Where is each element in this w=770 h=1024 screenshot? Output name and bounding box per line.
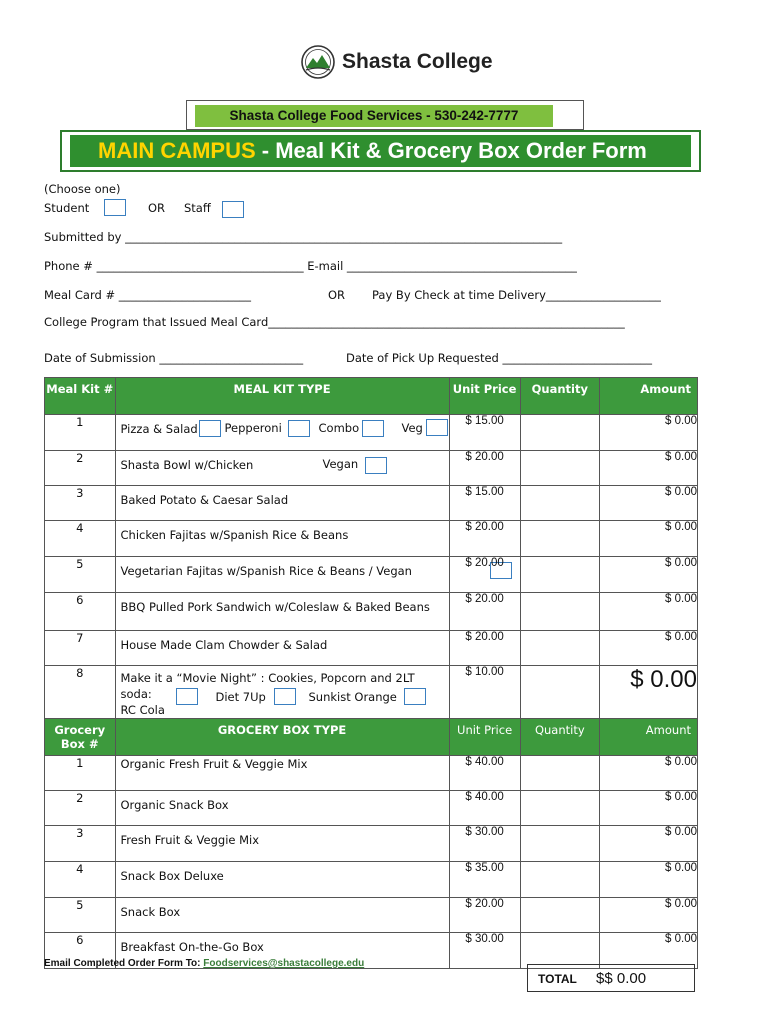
item-description: Baked Potato & Caesar Salad [120,493,289,507]
quantity-input[interactable] [520,756,599,791]
row-number: 1 [45,415,116,451]
banner-campus: MAIN CAMPUS [98,138,256,163]
student-label: Student [44,201,90,215]
unit-price: $ 20.00 [449,631,520,666]
amount-value: $ 0.00 [600,756,698,791]
table-row [45,557,698,593]
meal-kit-type-header: MEAL KIT TYPE [115,378,449,415]
row-number: 4 [45,521,116,557]
unit-price: $ 15.00 [449,415,520,451]
unit-price: $ 20.00 [449,557,520,593]
row-number: 3 [45,826,116,862]
quantity-input[interactable] [520,593,599,631]
quantity-header: Quantity [520,378,599,415]
unit-price-header: Unit Price [449,378,520,415]
shasta-college-logo [300,44,493,80]
item-description: Fresh Fruit & Veggie Mix [120,833,260,847]
amount-value: $ 0.00 [600,862,698,898]
sunkist-orange-checkbox[interactable] [404,688,426,705]
date-pickup-field[interactable]: Date of Pick Up Requested __________________________ [346,351,653,365]
table-row [45,791,698,826]
amount-value: $ 0.00 [600,415,698,451]
row-number: 5 [45,557,116,593]
email-instructions [44,958,364,969]
item-description: BBQ Pulled Pork Sandwich w/Coleslaw & Baked Beans [120,600,430,614]
amount-value: $ 0.00 [600,451,698,486]
unit-price: $ 10.00 [449,666,520,719]
grocery-box-num-header: Grocery Box # [45,719,116,756]
row-number: 6 [45,593,116,631]
college-program-field[interactable]: College Program that Issued Meal Card______________________________________________________________ [44,315,625,329]
unit-price: $ 35.00 [449,862,520,898]
table-row [45,862,698,898]
table-row [45,415,698,451]
rc-cola-checkbox[interactable] [176,688,198,705]
row-number: 8 [45,666,116,719]
quantity-input[interactable] [520,486,599,521]
item-description: Organic Snack Box [120,798,229,812]
row-number: 2 [45,791,116,826]
total-box [527,964,695,992]
grocery-header-row [45,719,698,756]
email-link[interactable]: Foodservices@shastacollege.edu [203,958,365,969]
pepperoni-label: Pepperoni [224,421,282,435]
unit-price: $ 20.00 [449,593,520,631]
item-description: Make it a “Movie Night” : Cookies, Popcorn and 2LT soda: [120,671,415,701]
choose-one-label: (Choose one) [44,182,121,196]
row-number: 7 [45,631,116,666]
table-row [45,521,698,557]
pay-by-check-field[interactable]: Pay By Check at time Delivery____________________ [372,288,661,302]
veg-label: Veg [401,421,423,435]
table-row [45,756,698,791]
title-banner [60,130,701,172]
item-description: House Made Clam Chowder & Salad [120,638,328,652]
amount-value: $ 0.00 [600,826,698,862]
item-description: Pizza & Salad [120,422,198,436]
vegan-label: Vegan [322,457,359,471]
row-number: 6 [45,933,116,969]
meal-kit-header-row [45,378,698,415]
mountain-logo-icon [300,44,336,80]
item-description: Chicken Fajitas w/Spanish Rice & Beans [120,528,349,542]
staff-checkbox[interactable] [222,201,244,218]
quantity-input[interactable] [520,898,599,933]
staff-label: Staff [184,201,211,215]
quantity-input[interactable] [520,826,599,862]
unit-price: $ 20.00 [449,521,520,557]
table-row [45,826,698,862]
amount-value: $ 0.00 [600,521,698,557]
quantity-input[interactable] [520,521,599,557]
row-number: 4 [45,862,116,898]
quantity-input[interactable] [520,791,599,826]
sunkist-orange-label: Sunkist Orange [308,690,397,704]
pizza-salad-checkbox[interactable] [199,420,221,437]
combo-checkbox[interactable] [362,420,384,437]
phone-bar [186,100,584,130]
amount-value: $ 0.00 [600,557,698,593]
unit-price: $ 40.00 [449,791,520,826]
quantity-header: Quantity [520,719,599,756]
amount-value: $ 0.00 [600,631,698,666]
total-value: $$ 0.00 [596,970,647,987]
row-number: 1 [45,756,116,791]
unit-price: $ 20.00 [449,898,520,933]
item-description: Vegetarian Fajitas w/Spanish Rice & Beans / Vegan [120,564,412,578]
unit-price: $ 20.00 [449,451,520,486]
table-row [45,631,698,666]
email-label: Email Completed Order Form To: [44,958,204,969]
table-row [45,898,698,933]
table-row [45,593,698,631]
date-submission-field[interactable]: Date of Submission _________________________ [44,351,304,365]
item-description: Organic Fresh Fruit & Veggie Mix [120,757,308,771]
unit-price: $ 30.00 [449,933,520,969]
quantity-input[interactable] [520,666,599,719]
logo-text: Shasta College [342,50,493,73]
amount-value: $ 0.00 [600,933,698,969]
phone-bar-text: Shasta College Food Services - 530-242-7777 [195,105,553,127]
grocery-box-type-header: GROCERY BOX TYPE [115,719,449,756]
banner-title: - Meal Kit & Grocery Box Order Form [255,138,647,163]
amount-header: Amount [600,719,698,756]
row-number: 3 [45,486,116,521]
row-number: 2 [45,451,116,486]
unit-price: $ 40.00 [449,756,520,791]
table-row [45,451,698,486]
student-checkbox[interactable] [104,199,126,216]
quantity-input[interactable] [520,631,599,666]
table-row [45,486,698,521]
unit-price: $ 15.00 [449,486,520,521]
quantity-input[interactable] [520,415,599,451]
quantity-input[interactable] [520,557,599,593]
submitted-by-field[interactable]: Submitted by ____________________________________________________________________________ [44,230,563,244]
meal-card-or-label: OR [328,288,346,302]
rc-cola-label: RC Cola [120,703,165,717]
quantity-input[interactable] [520,862,599,898]
amount-value: $ 0.00 [600,593,698,631]
vegan-checkbox[interactable] [365,457,387,474]
diet-7up-label: Diet 7Up [215,690,266,704]
amount-value: $ 0.00 [600,791,698,826]
item-description: Shasta Bowl w/Chicken [120,458,254,472]
amount-value: $ 0.00 [600,486,698,521]
diet-7up-checkbox[interactable] [274,688,296,705]
or-label: OR [148,201,166,215]
amount-value: $ 0.00 [600,898,698,933]
meal-card-field[interactable]: Meal Card # _______________________ [44,288,251,302]
total-label: TOTAL [538,972,577,986]
unit-price-header: Unit Price [449,719,520,756]
order-table [44,377,698,969]
combo-label: Combo [318,421,360,435]
meal-kit-num-header: Meal Kit # [45,378,116,415]
unit-price: $ 30.00 [449,826,520,862]
phone-email-field[interactable]: Phone # ____________________________________ E-mail ________________________________________ [44,259,577,273]
item-description: Snack Box Deluxe [120,869,224,883]
quantity-input[interactable] [520,451,599,486]
table-row [45,666,698,719]
pepperoni-checkbox[interactable] [288,420,310,437]
amount-header: Amount [600,378,698,415]
item-description: Snack Box [120,905,181,919]
amount-value: $ 0.00 [600,666,698,719]
veg-checkbox[interactable] [426,419,448,436]
row-number: 5 [45,898,116,933]
item-description: Breakfast On-the-Go Box [120,940,264,954]
